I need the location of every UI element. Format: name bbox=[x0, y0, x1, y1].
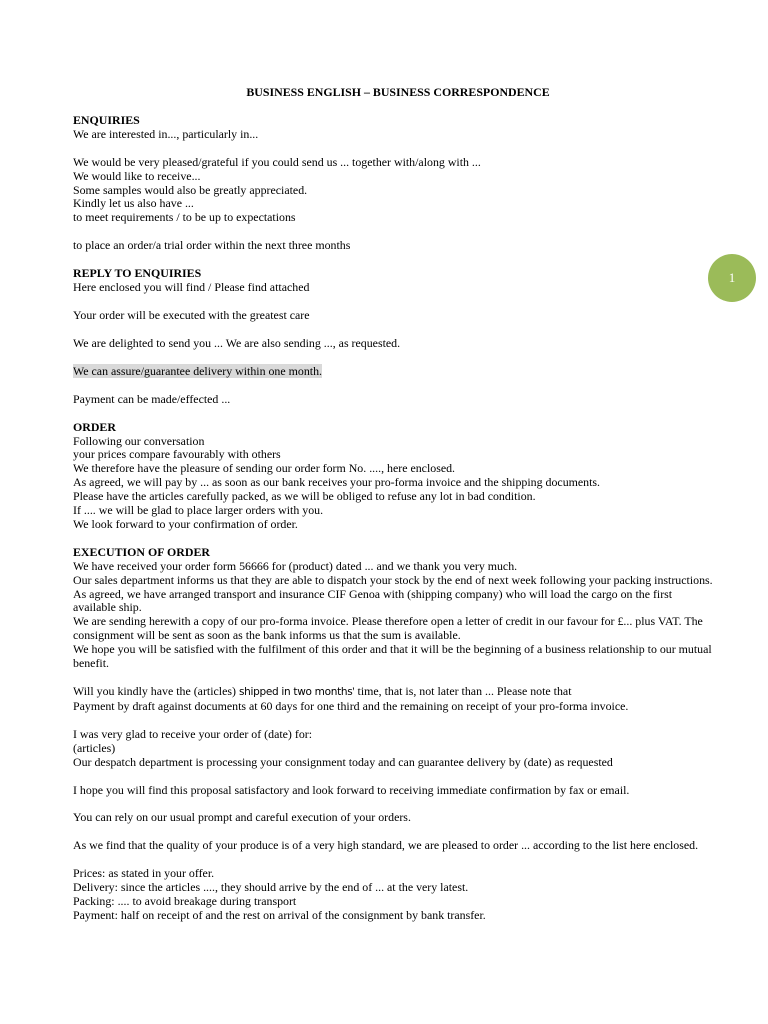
page-number-badge: 1 bbox=[708, 254, 756, 302]
text-line: You can rely on our usual prompt and careful execution of your orders. bbox=[73, 810, 411, 825]
text-line: Kindly let us also have ... bbox=[73, 196, 194, 211]
text-line: your prices compare favourably with others bbox=[73, 447, 281, 462]
text-line: As agreed, we will pay by ... as soon as our bank receives your pro-forma invoice and the shipping documents. bbox=[73, 475, 601, 490]
text-paragraph: As we find that the quality of your produce is of a very high standard, we are pleased to order ... according to the list here enclosed. bbox=[73, 838, 699, 853]
text-line: Prices: as stated in your offer. bbox=[73, 866, 215, 881]
text-line: We therefore have the pleasure of sending our order form No. ...., here enclosed. bbox=[73, 461, 456, 476]
text-line: We are delighted to send you ... We are also sending ..., as requested. bbox=[73, 335, 401, 350]
text-line: I was very glad to receive your order of (date) for: bbox=[73, 726, 313, 741]
handwritten-text: shipped in two months bbox=[238, 686, 353, 698]
highlighted-text-line: We can assure/guarantee delivery within one month. bbox=[73, 363, 322, 378]
text-paragraph: We hope you will be satisfied with the fulfilment of this order and that it will be the beginning of a business relationship to our mutual benefit. bbox=[73, 642, 712, 671]
text-line: Payment can be made/effected ... bbox=[73, 391, 231, 406]
text-line: Our despatch department is processing your consignment today and can guarantee delivery by (date) as requested bbox=[73, 754, 613, 769]
section-heading-order: ORDER bbox=[73, 419, 116, 434]
section-heading-reply: REPLY TO ENQUIRIES bbox=[73, 266, 202, 281]
text-line: If .... we will be glad to place larger orders with you. bbox=[73, 503, 324, 518]
text-line: We are interested in..., particularly in... bbox=[73, 126, 259, 141]
text-line bbox=[73, 685, 713, 700]
text-line: We would be very pleased/grateful if you could send us ... together with/along with ... bbox=[73, 154, 481, 169]
text-line: to place an order/a trial order within the next three months bbox=[73, 238, 351, 253]
section-heading-enquiries: ENQUIRIES bbox=[73, 112, 140, 127]
text-line: to meet requirements / to be up to expectations bbox=[73, 210, 296, 225]
text-line: Here enclosed you will find / Please find attached bbox=[73, 280, 310, 295]
text-paragraph: We are sending herewith a copy of our pro-forma invoice. Please therefore open a letter of credit in our favour for £... plus VAT. The consignment will be sent as soon as the bank informs us that the sum is available. bbox=[73, 614, 703, 643]
document-page bbox=[73, 86, 713, 923]
text-line: Your order will be executed with the greatest care bbox=[73, 307, 310, 322]
text-line: Following our conversation bbox=[73, 433, 205, 448]
text-line: We look forward to your confirmation of order. bbox=[73, 516, 298, 531]
text-line: Delivery: since the articles ...., they should arrive by the end of ... at the very latest. bbox=[73, 880, 469, 895]
text-paragraph: Our sales department informs us that they are able to dispatch your stock by the end of next week following your packing instructions. bbox=[73, 572, 713, 587]
document-title: BUSINESS ENGLISH – BUSINESS CORRESPONDENCE bbox=[246, 85, 550, 99]
text-line: We have received your order form 56666 for (product) dated ... and we thank you very much. bbox=[73, 558, 518, 573]
text-line: Payment: half on receipt of and the rest on arrival of the consignment by bank transfer. bbox=[73, 907, 486, 922]
text-line: Payment by draft against documents at 60 days for one third and the remaining on receipt of your pro-forma invoice. bbox=[73, 698, 629, 713]
text-paragraph: As agreed, we have arranged transport and insurance CIF Genoa with (shipping company) who will load the cargo on the first available ship. bbox=[73, 586, 673, 615]
text-line: Some samples would also be greatly appreciated. bbox=[73, 182, 308, 197]
text-line: Please have the articles carefully packed, as we will be obliged to refuse any lot in bad condition. bbox=[73, 489, 536, 504]
text-fragment: Will you kindly have the (articles) bbox=[73, 684, 236, 698]
text-line: I hope you will find this proposal satisfactory and look forward to receiving immediate confirmation by fax or email. bbox=[73, 782, 630, 797]
text-line: (articles) bbox=[73, 740, 116, 755]
text-line: We would like to receive... bbox=[73, 168, 201, 183]
section-heading-execution: EXECUTION OF ORDER bbox=[73, 544, 210, 559]
text-line: Packing: .... to avoid breakage during transport bbox=[73, 894, 297, 909]
text-fragment: ' time, that is, not later than ... Please note that bbox=[352, 684, 572, 698]
